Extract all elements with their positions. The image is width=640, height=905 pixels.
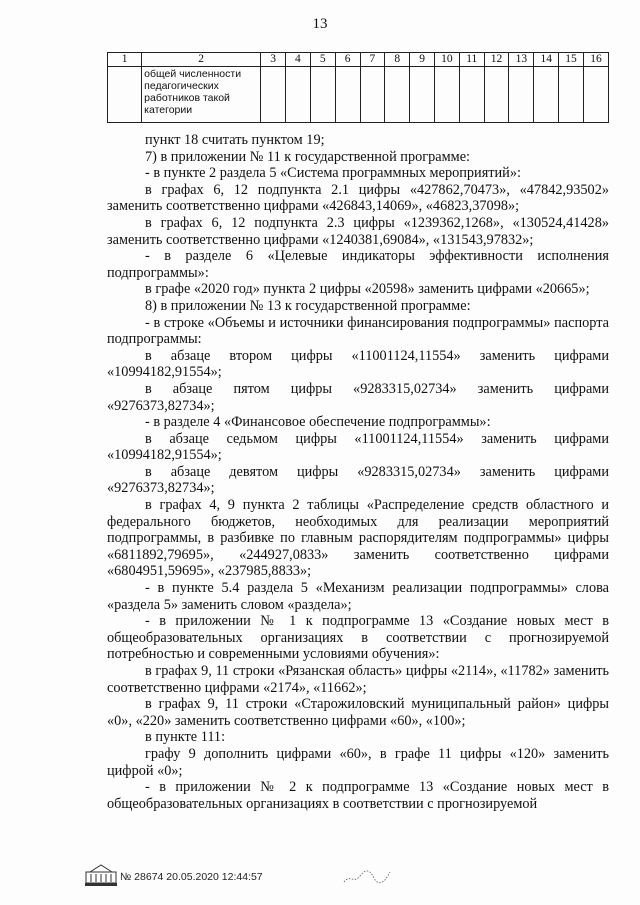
table-header-cell: 7 (360, 53, 385, 67)
table-cell (559, 67, 584, 123)
paragraph: пункт 18 считать пунктом 19; (145, 132, 325, 148)
table-cell (484, 67, 509, 123)
table-header-cell: 6 (335, 53, 360, 67)
continuation-table (107, 52, 609, 123)
paragraph: в графах 9, 11 строки «Рязанская область» цифры «2114», «11782» заменить соответственно цифрами «2174», «11662»; (107, 663, 609, 696)
table-row (108, 67, 609, 123)
table-header-cell: 15 (559, 53, 584, 67)
table-cell-text: общей численности педагогических работников такой категории (144, 68, 242, 116)
table-header-cell: 10 (434, 53, 459, 67)
table-header-cell: 9 (410, 53, 435, 67)
paragraph: графу 9 дополнить цифрами «60», в графе 11 цифры «120» заменить цифрой «0»; (107, 745, 609, 779)
table-header-cell: 3 (261, 53, 286, 67)
page-number: 13 (312, 16, 328, 32)
table-cell (142, 67, 261, 123)
paragraph: в графах 9, 11 строки «Старожиловский муниципальный район» цифры «0», «220» заменить соответственно цифрами «60», «100»; (107, 696, 609, 729)
paragraph: в абзаце девятом цифры «9283315,02734» заменить цифрами «9276373,82734»; (107, 463, 609, 497)
table-cell (360, 67, 385, 123)
paragraph: в графах 6, 12 подпункта 2.3 цифры «1239362,1268», «130524,41428» заменить соответственно цифрами «1240381,69084», «131543,97832»; (107, 214, 609, 248)
table-cell (434, 67, 459, 123)
paragraph: в абзаце пятом цифры «9283315,02734» заменить цифрами «9276373,82734»; (107, 380, 609, 414)
table-header-cell: 11 (459, 53, 484, 67)
paragraph: - в пункте 5.4 раздела 5 «Механизм реализации подпрограммы» слова «раздела 5» заменить словом «раздела»; (107, 580, 609, 613)
table-header-cell: 13 (509, 53, 534, 67)
paragraph: в абзаце втором цифры «11001124,11554» заменить цифрами «10994182,91554»; (107, 347, 609, 381)
table-cell (261, 67, 286, 123)
table-header-cell: 12 (484, 53, 509, 67)
table-header-cell: 14 (534, 53, 559, 67)
table-header-row (108, 53, 609, 67)
table-cell (108, 67, 142, 123)
paragraph: - в пункте 2 раздела 5 «Система программных мероприятий»: (145, 165, 521, 182)
paragraph: - в приложении № 2 к подпрограмме 13 «Создание новых мест в общеобразовательных организациях в соответствии с прогнозируемой (107, 779, 609, 812)
building-logo-icon (84, 862, 118, 888)
paragraph: - в разделе 6 «Целевые индикаторы эффективности исполнения подпрограммы»: (107, 248, 609, 281)
paragraph: - в строке «Объемы и источники финансирования подпрограммы» паспорта подпрограммы: (107, 314, 609, 348)
signature-mark-icon (340, 864, 400, 888)
paragraph: в графах 6, 12 подпункта 2.1 цифры «427862,70473», «47842,93502» заменить соответственно цифрами «426843,14069», «46823,37098»; (107, 181, 609, 215)
table-header-cell: 4 (286, 53, 311, 67)
table-cell (286, 67, 311, 123)
paragraph: в графе «2020 год» пункта 2 цифры «20598» заменить цифрами «20665»; (145, 281, 590, 298)
paragraph: в пункте 111: (145, 729, 226, 746)
document-body (107, 132, 609, 812)
paragraph: 7) в приложении № 11 к государственной программе: (145, 148, 471, 165)
paragraph: 8) в приложении № 13 к государственной программе: (145, 297, 471, 314)
page-footer (0, 862, 640, 892)
table-cell (509, 67, 534, 123)
table-cell (310, 67, 335, 123)
registration-stamp: № 28674 20.05.2020 12:44:57 (120, 871, 263, 883)
paragraph: - в приложении № 1 к подпрограмме 13 «Создание новых мест в общеобразовательных организациях в соответствии с прогнозируемой потребностью и современными условиями обучения»: (107, 613, 609, 663)
table-cell (534, 67, 559, 123)
table-cell (583, 67, 608, 123)
paragraph: в абзаце седьмом цифры «11001124,11554» заменить цифрами «10994182,91554»; (107, 430, 609, 464)
paragraph: - в разделе 4 «Финансовое обеспечение подпрограммы»: (145, 414, 491, 431)
table-cell (385, 67, 410, 123)
table-cell (335, 67, 360, 123)
table-cell (410, 67, 435, 123)
table-header-cell: 16 (583, 53, 608, 67)
table-header-cell: 1 (108, 53, 142, 67)
table-header-cell: 5 (310, 53, 335, 67)
paragraph: в графах 4, 9 пункта 2 таблицы «Распределение средств областного и федерального бюджетов, необходимых для реализации мероприятий подпрограммы, в разбивке по главным распорядителям подпрограммы» цифры «6811892,79695», «244927,0833» заменить соответственно цифрами «6804951,59695», «237985,8833»; (107, 497, 609, 580)
table-header-cell: 2 (142, 53, 261, 67)
table-cell (459, 67, 484, 123)
table-header-cell: 8 (385, 53, 410, 67)
